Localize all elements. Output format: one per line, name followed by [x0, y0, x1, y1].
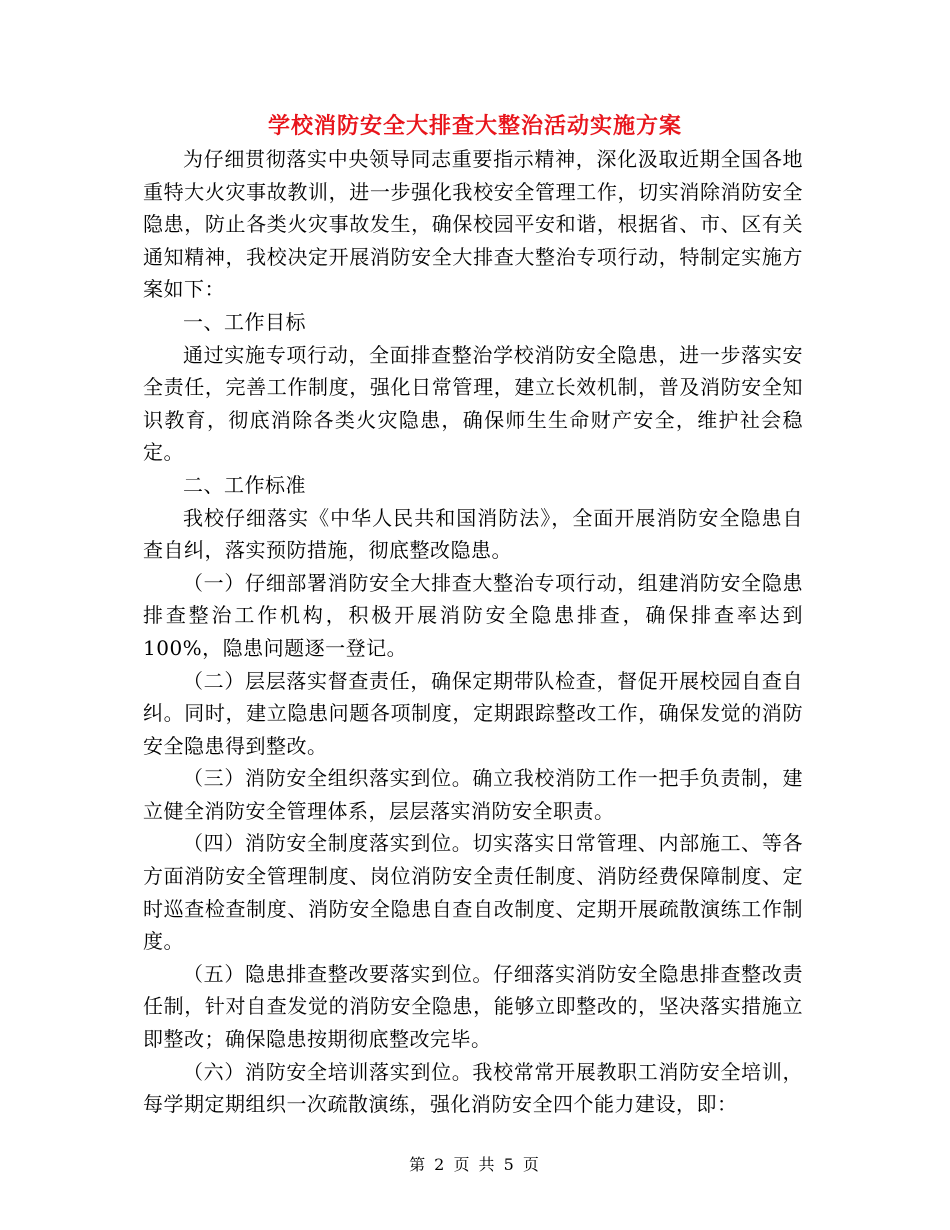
document-body [143, 143, 803, 1121]
section-heading-goals: 一、工作目标 [183, 309, 306, 334]
list-item-6: （六）消防安全培训落实到位。我校常常开展教职工消防安全培训，每学期定期组织一次疏散演练，强化消防安全四个能力建设，即： [143, 1059, 803, 1117]
page-number-footer: 第 2 页 共 5 页 [409, 1155, 541, 1174]
list-item-4: （四）消防安全制度落实到位。切实落实日常管理、内部施工、等各方面消防安全管理制度、岗位消防安全责任制度、消防经费保障制度、定时巡查检查制度、消防安全隐患自查自改制度、定期开展疏散演练工作制度。 [143, 831, 803, 954]
list-item-5: （五）隐患排查整改要落实到位。仔细落实消防安全隐患排查整改责任制，针对自查发觉的消防安全隐患，能够立即整改的，坚决落实措施立即整改；确保隐患按期彻底整改完毕。 [143, 961, 803, 1052]
list-item-2: （二）层层落实督查责任，确保定期带队检查，督促开展校园自查自纠。同时，建立隐患问题各项制度，定期跟踪整改工作，确保发觉的消防安全隐患得到整改。 [143, 668, 803, 758]
section-body-goals: 通过实施专项行动，全面排查整治学校消防安全隐患，进一步落实安全责任，完善工作制度，强化日常管理，建立长效机制，普及消防安全知识教育，彻底消除各类火灾隐患，确保师生生命财产安全，维护社会稳定。 [143, 342, 803, 465]
section-heading-standards: 二、工作标准 [183, 472, 306, 497]
section-body-standards: 我校仔细落实《中华人民共和国消防法》，全面开展消防安全隐患自查自纠，落实预防措施，彻底整改隐患。 [143, 505, 803, 563]
list-item-3: （三）消防安全组织落实到位。确立我校消防工作一把手负责制，建立健全消防安全管理体系，层层落实消防安全职责。 [143, 766, 803, 823]
intro-paragraph: 为仔细贯彻落实中央领导同志重要指示精神，深化汲取近期全国各地重特大火灾事故教训，进一步强化我校安全管理工作，切实消除消防安全隐患，防止各类火灾事故发生，确保校园平安和谐，根据省、市、区有关通知精神，我校决定开展消防安全大排查大整治专项行动，特制定实施方案如下： [143, 147, 803, 302]
document-title: 学校消防安全大排查大整治活动实施方案 [267, 113, 682, 139]
list-item-1: （一）仔细部署消防安全大排查大整治专项行动，组建消防安全隐患排查整治工作机构，积极开展消防安全隐患排查，确保排查率达到100%，隐患问题逐一登记。 [143, 570, 803, 660]
